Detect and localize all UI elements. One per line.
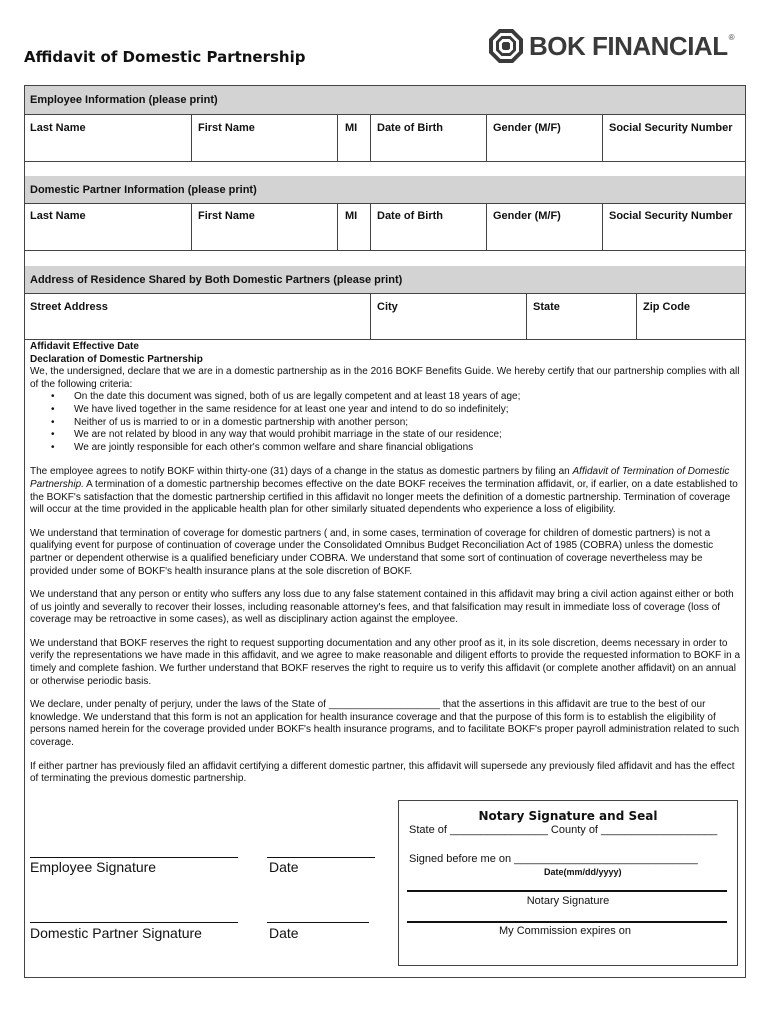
criteria-item: • We are jointly responsible for each other's common welfare and share financial obligations (74, 442, 742, 455)
state-county-field[interactable]: State of ________________ County of ___________________ (409, 824, 718, 836)
zip-code-label: Zip Code (643, 301, 691, 313)
commission-label: My Commission expires on (499, 925, 632, 937)
notary-signature-line[interactable] (407, 890, 727, 892)
employee-first-name-label: First Name (198, 122, 255, 134)
partner-section-header: Domestic Partner Information (please print) (25, 176, 745, 204)
partner-date-line[interactable] (267, 922, 369, 923)
criteria-item: • Neither of us is married to or in a domestic partnership with another person; (74, 417, 742, 430)
logo-text: BOK FINANCIAL (529, 31, 728, 61)
address-section-header: Address of Residence Shared by Both Domestic Partners (please print) (25, 266, 745, 294)
company-logo (488, 26, 748, 66)
false-statement-paragraph: We understand that any person or entity who suffers any loss due to any false statement contained in this affidavit may bring a civil action against either or both of us jointly and severally to recover their losses, including reasonable attorney's fees, and that falsification may result in immediate loss of coverage (loss of coverage may be retroactive in some cases), as well as disciplinary action against the employee. (30, 589, 734, 626)
notification-paragraph: The employee agrees to notify BOKF within thirty-one (31) days of a change in the status as domestic partners by filing an Affidavit of Termination of Domestic Partnership. A termination of a domestic partnership becomes effective on the date BOKF receives the termination affidavit, or, if earlier, on a date established to the BOKF's satisfaction that the domestic partnership certified in this affidavit no longer meets the definition of a domestic partnership. Termination of coverage will occur at the time provided in the applicable health plan for other similarly situated dependents who experience a loss of eligibility. (30, 466, 738, 516)
partner-ssn-label: Social Security Number (609, 210, 733, 222)
employee-last-name-label: Last Name (30, 122, 86, 134)
employee-gender-label: Gender (M/F) (493, 122, 561, 134)
employee-signature-line[interactable] (30, 857, 238, 858)
partner-date-label: Date (269, 925, 299, 941)
employee-signature-label: Employee Signature (30, 859, 157, 875)
state-label: State (533, 301, 560, 313)
employee-dob-label: Date of Birth (377, 122, 443, 134)
criteria-list (30, 391, 742, 454)
employee-ssn-label: Social Security Number (609, 122, 733, 134)
employee-date-line[interactable] (267, 857, 375, 858)
signed-before-field[interactable]: Signed before me on ______________________________ (409, 853, 698, 865)
bok-octagon-logo-icon (488, 28, 524, 64)
partner-first-name-label: First Name (198, 210, 255, 222)
verification-paragraph: We understand that BOKF reserves the right to request supporting documentation and any other proof as it, in its sole discretion, deems necessary in order to verify the representations we have made in this affidavit, and we agree to make reasonable and diligent efforts to provide the requested information to BOKF in a timely and complete fashion. We further understand that BOKF reserves the right to require us to verify this affidavit (or complete another affidavit) on an annual or otherwise periodic basis. (30, 637, 741, 687)
declaration-text (30, 341, 742, 797)
partner-signature-line[interactable] (30, 922, 238, 923)
page-title: Affidavit of Domestic Partnership (24, 48, 306, 66)
partner-signature-label: Domestic Partner Signature (30, 925, 202, 941)
employee-mi-label: MI (345, 122, 358, 134)
perjury-paragraph: We declare, under penalty of perjury, under the laws of the State of ____________________ that the assertions in this affidavit are true to the best of our knowledge. We understand that this form is not an application for health insurance coverage and that the purpose of this form is to establish the eligibility of persons named herein for the coverage provided under BOKF's health insurance programs, and to facilitate BOKF's proper payroll administration related to such coverage. (30, 699, 740, 749)
declaration-heading: Declaration of Domestic Partnership (30, 353, 203, 365)
date-format-hint: Date(mm/dd/yyyy) (544, 867, 622, 877)
registered-mark: ® (728, 33, 734, 42)
partner-dob-label: Date of Birth (377, 210, 443, 222)
supersede-paragraph: If either partner has previously filed an affidavit certifying a different domestic partner, this affidavit will supersede any previously filed affidavit and has the effect of terminating the previous domestic partnership. (30, 760, 735, 785)
commission-line[interactable] (407, 921, 727, 923)
notary-signature-label: Notary Signature (526, 895, 610, 907)
effective-date-label: Affidavit Effective Date (30, 341, 139, 352)
notary-title: Notary Signature and Seal (478, 809, 658, 823)
notary-box (398, 800, 738, 966)
employee-date-label: Date (269, 859, 299, 875)
street-address-label: Street Address (30, 301, 108, 313)
cobra-paragraph: We understand that termination of coverage for domestic partners ( and, in some cases, termination of coverage for children of domestic partners) is not a qualifying event for purpose of continuation of coverage under the Consolidated Omnibus Budget Reconciliation Act of 1985 (COBRA) unless the domestic partner or dependent otherwise is a qualified beneficiary under COBRA. We understand that some sort of continuation of coverage nevertheless may be provided under some of BOKF's health insurance plans at the sole discretion of BOKF. (30, 527, 714, 577)
criteria-item: • We have lived together in the same residence for at least one year and intend to do so indefinitely; (74, 404, 742, 417)
partner-gender-label: Gender (M/F) (493, 210, 561, 222)
criteria-item: • On the date this document was signed, both of us are legally competent and at least 18 years of age; (74, 391, 742, 404)
criteria-item: • We are not related by blood in any way that would prohibit marriage in the state of our residence; (74, 429, 742, 442)
city-label: City (377, 301, 398, 313)
partner-mi-label: MI (345, 210, 358, 222)
employee-section-header: Employee Information (please print) (25, 86, 745, 115)
declaration-intro: We, the undersigned, declare that we are in a domestic partnership as in the 2016 BOKF Benefits Guide. We hereby certify that our partnership complies with all of the following criteria: (30, 366, 740, 390)
partner-last-name-label: Last Name (30, 210, 86, 222)
